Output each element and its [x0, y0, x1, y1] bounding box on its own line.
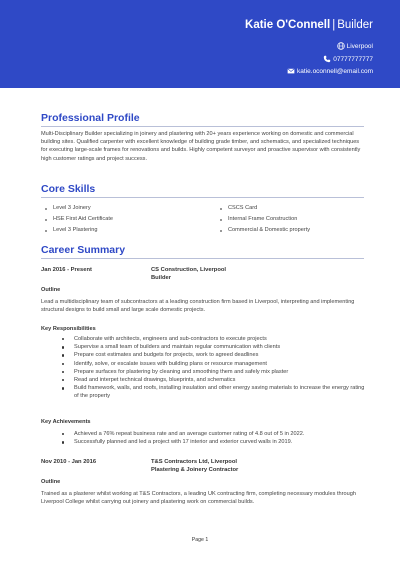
profile-heading: Professional Profile — [41, 112, 140, 124]
globe-icon — [337, 42, 345, 50]
job-dates: Jan 2016 - Present — [41, 267, 92, 273]
responsibilities-list — [74, 335, 366, 401]
job-company-block — [151, 266, 226, 282]
list-item: Read and interpet technical drawings, blueprints, and schematics — [74, 376, 366, 384]
contact-location — [337, 42, 373, 50]
skill-item: Internal Frame Construction — [228, 214, 310, 225]
outline-label: Outline — [41, 479, 61, 485]
skill-item: CSCS Card — [228, 203, 310, 214]
candidate-name: Katie O'Connell — [245, 19, 331, 31]
skill-item: HSE First Aid Certificate — [53, 214, 113, 225]
contact-phone — [323, 55, 373, 63]
skill-item: Level 3 Joinery — [53, 203, 113, 214]
list-item: Prepare surfaces for plastering by cleaning and smoothing them and safely mix plaster — [74, 368, 366, 376]
candidate-role: Builder — [337, 19, 373, 31]
job-company-block — [151, 458, 238, 474]
skill-item: Level 3 Plastering — [53, 225, 113, 236]
contact-email — [287, 67, 373, 75]
responsibilities-label: Key Responsibilities — [41, 326, 96, 332]
list-item: Identify, solve, or escalate issues with building plans or resource management — [74, 360, 366, 368]
outline-label: Outline — [41, 287, 61, 293]
skills-divider — [41, 197, 364, 198]
career-divider — [41, 258, 364, 259]
achievements-list — [74, 430, 366, 446]
skill-item: Commercial & Domestic property — [228, 225, 310, 236]
job-dates: Nov 2010 - Jan 2016 — [41, 459, 97, 465]
name-separator: | — [332, 19, 336, 31]
job-role: Builder — [151, 275, 171, 281]
job-outline: Trained as a plasterer whilst working at T&S Contractors, a leading UK contracting firm, completing necessary modules through Liverpool College whilst carrying out joinery and plastering work on commercial builds. — [41, 491, 356, 506]
name-line — [245, 19, 373, 31]
list-item: Achieved a 76% repeat business rate and an average customer rating of 4.8 out of 5 in 2022. — [74, 430, 366, 438]
email-text: katie.oconnell@email.com — [297, 67, 373, 75]
envelope-icon — [287, 67, 295, 75]
list-item: Build framework, walls, and roofs, installing insulation and other energy saving materials to increase the energy rating of the property — [74, 385, 365, 400]
profile-divider — [41, 126, 364, 127]
list-item: Supervise a small team of builders and maintain regular communication with clients — [74, 343, 366, 351]
skills-heading: Core Skills — [41, 183, 96, 195]
job-company: T&S Contractors Ltd, Liverpool — [151, 459, 237, 465]
job-company: CS Construction, Liverpool — [151, 267, 227, 273]
job-role: Plastering & Joinery Contractor — [151, 467, 239, 473]
list-item: Prepare cost estimates and budgets for projects, work to agreed deadlines — [74, 351, 366, 359]
phone-icon — [323, 55, 331, 63]
list-item: Successfully planned and led a project with 17 interior and exterior curved walls in 2019. — [74, 438, 366, 446]
list-item: Collaborate with architects, engineers and sub-contractors to execute projects — [74, 335, 366, 343]
achievements-label: Key Achievements — [41, 419, 91, 425]
skills-list-left — [53, 203, 113, 236]
job-outline: Lead a multidisciplinary team of subcontractors at a leading construction firm based in Liverpool, interpreting and implementing structural designs to build small and large scale domestic projects. — [41, 299, 355, 314]
location-text: Liverpool — [346, 42, 373, 50]
profile-text: Multi-Disciplinary Builder specializing in joinery and plastering with 20+ years experience working on domestic and commercial building sites. Qualified carpenter with excellent knowledge of building grade timber, and schematics, and specialized techniques for executing large-scale frames for renovations and builds. Highly competent surveyor and proactive supervisor with consistently high customer ratings and project success. — [41, 131, 361, 162]
career-heading: Career Summary — [41, 244, 126, 256]
skills-list-right — [228, 203, 310, 236]
page-number: Page 1 — [191, 537, 209, 543]
phone-text: 07777777777 — [333, 55, 373, 63]
header-band — [0, 0, 400, 88]
